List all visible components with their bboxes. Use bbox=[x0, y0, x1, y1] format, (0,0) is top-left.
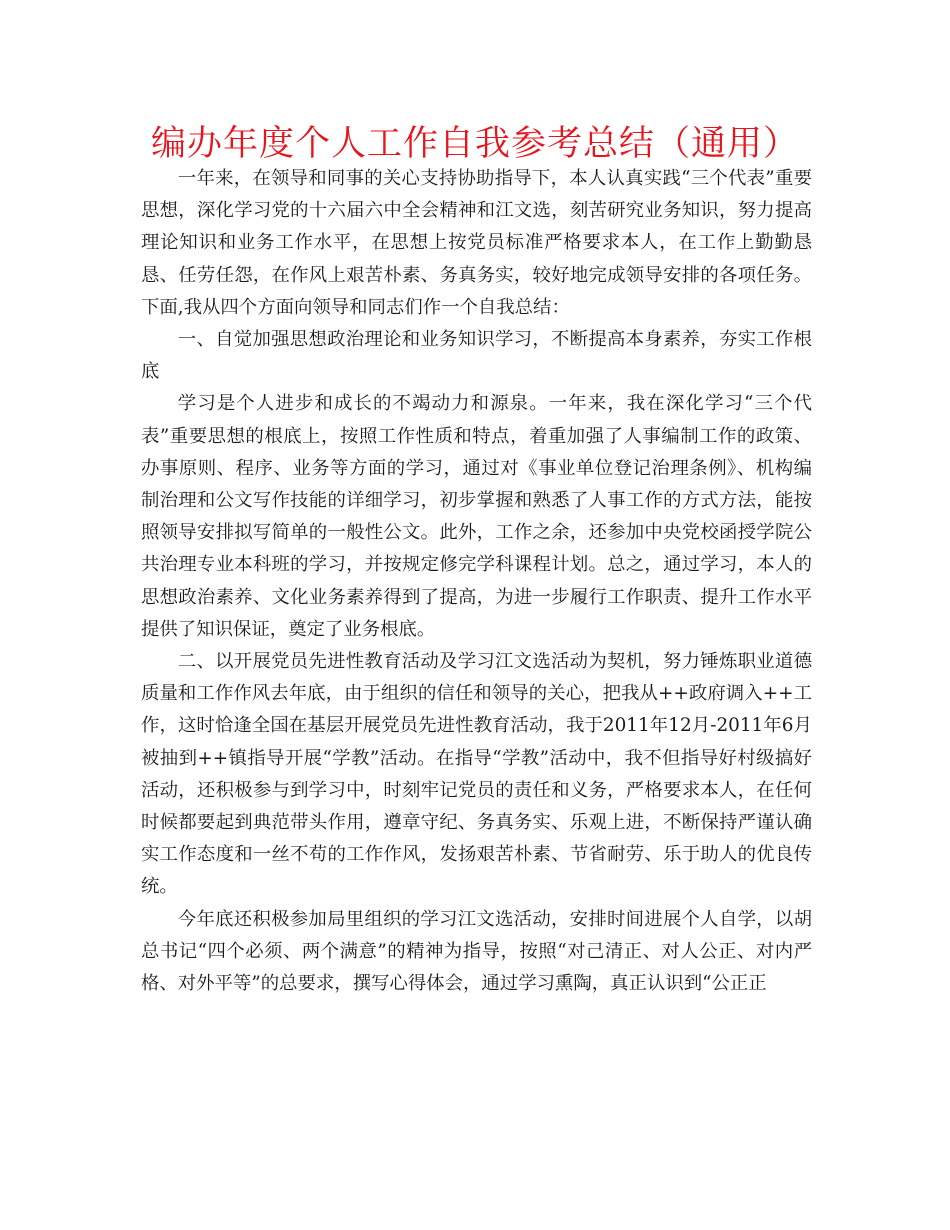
document-title: 编办年度个人工作自我参考总结（通用） bbox=[150, 124, 799, 164]
paragraph-study: 学习是个人进步和成长的不竭动力和源泉。一年来，我在深化学习“三个代表”重要思想的根底上，按照工作性质和特点，着重加强了人事编制工作的政策、办事原则、程序、业务等方面的学习，通过对《事业单位登记治理条例》、机构编制治理和公文写作技能的详细学习，初步掌握和熟悉了人事工作的方式方法，能按照领导安排拟写简单的一般性公文。此外，工作之余，还参加中央党校函授学院公共治理专业本科班的学习，并按规定修完学科课程计划。总之，通过学习，本人的思想政治素养、文化业务素养得到了提高，为进一步履行工作职责、提升工作水平提供了知识保证，奠定了业务根底。 bbox=[141, 393, 812, 640]
paragraph-section-1-heading: 一、自觉加强思想政治理论和业务知识学习，不断提高本身素养，夯实工作根底 bbox=[141, 329, 812, 383]
paragraph-section-2: 二、以开展党员先进性教育活动及学习江文选活动为契机，努力锤炼职业道德质量和工作作风去年底，由于组织的信任和领导的关心，把我从++政府调入++工作，这时恰逢全国在基层开展党员先进性教育活动，我于2011年12月-2011年6月被抽到++镇指导开展“学教”活动。在指导“学教”活动中，我不但指导好村级搞好活动，还积极参与到学习中，时刻牢记党员的责任和义务，严格要求本人，在任何时候都要起到典范带头作用，遵章守纪、务真务实、乐观上进，不断保持严谨认确实工作态度和一丝不苟的工作作风，发扬艰苦朴素、节省耐劳、乐于助人的优良传统。 bbox=[141, 651, 812, 898]
paragraph-this-year: 今年底还积极参加局里组织的学习江文选活动，安排时间进展个人自学，以胡总书记“四个必须、两个满意”的精神为指导，按照“对己清正、对人公正、对内严格、对外平等”的总要求，撰写心得体会，通过学习熏陶，真正认识到“公正正 bbox=[141, 908, 812, 995]
paragraph-intro: 一年来，在领导和同事的关心支持协助指导下，本人认真实践“三个代表”重要思想，深化学习党的十六届六中全会精神和江文选，刻苦研究业务知识，努力提高理论知识和业务工作水平，在思想上按党员标准严格要求本人，在工作上勤勤恳恳、任劳任怨，在作风上艰苦朴素、务真务实，较好地完成领导安排的各项任务。下面,我从四个方面向领导和同志们作一个自我总结： bbox=[141, 168, 812, 318]
document-body bbox=[141, 163, 812, 1000]
